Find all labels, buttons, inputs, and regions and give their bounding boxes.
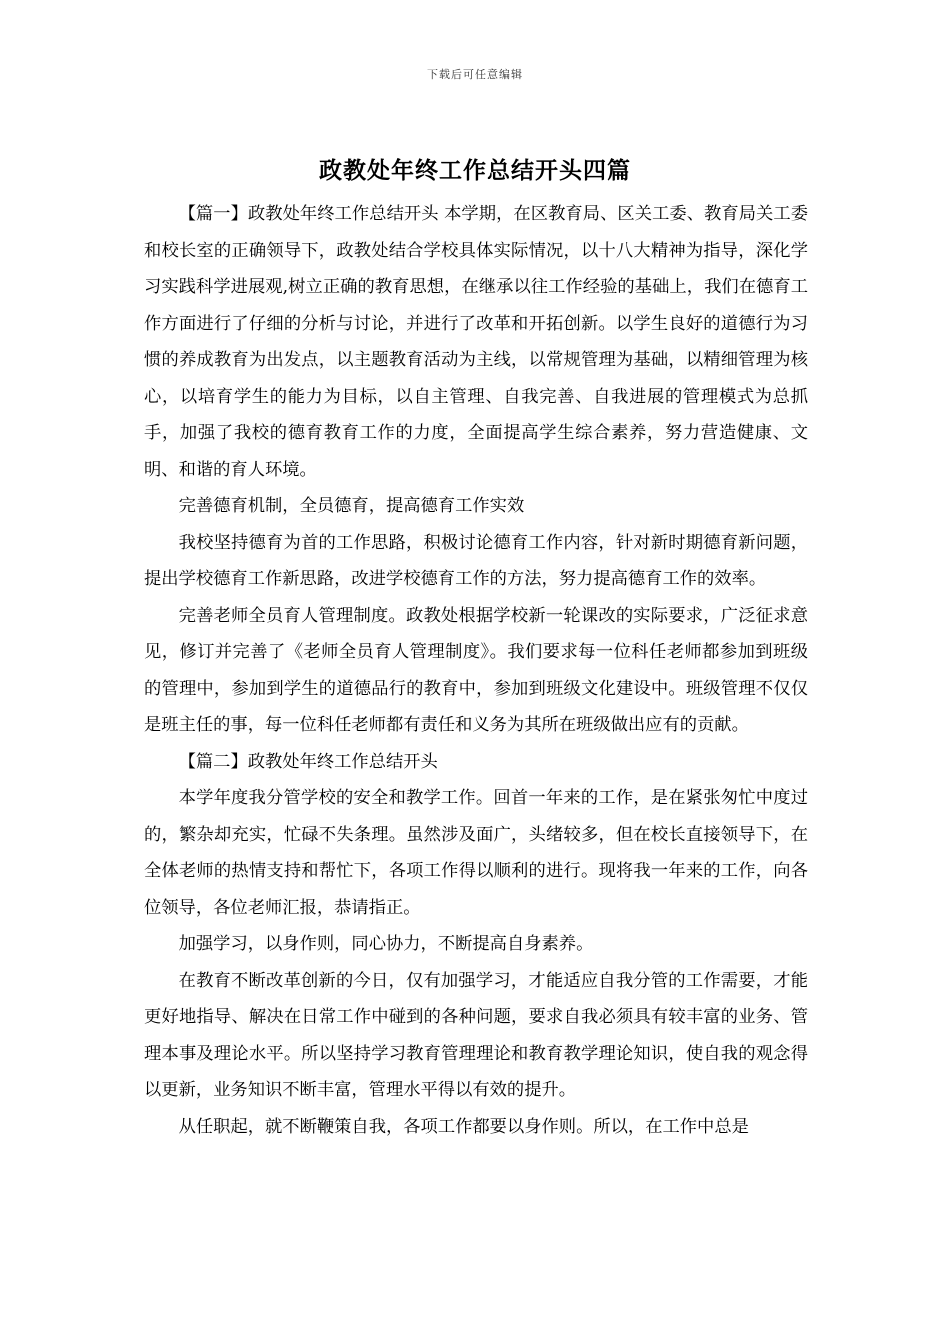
paragraph-5: 【篇二】政教处年终工作总结开头 — [178, 751, 438, 772]
paragraph-1: 【篇一】政教处年终工作总结开头 本学期，在区教育局、区关工委、教育局关工委和校长室的正确领导下，政教处结合学校具体实际情况，以十八大精神为指导，深化学习实践科学进展观,树立正确的教育思想，在继承以往工作经验的基础上，我们在德育工作方面进行了仔细的分析与讨论，并进行了改革和开拓创新。以学生良好的道德行为习惯的养成教育为出发点，以主题教育活动为主线，以常规管理为基础，以精细管理为核心，以培育学生的能力为目标，以自主管理、自我完善、自我进展的管理模式为总抓手，加强了我校的德育教育工作的力度，全面提高学生综合素养，努力营造健康、文明、和谐的育人环境。 — [144, 204, 808, 480]
page-header-note: 下载后可任意编辑 — [427, 68, 523, 81]
document-body — [144, 196, 808, 1145]
paragraph-4: 完善老师全员育人管理制度。政教处根据学校新一轮课改的实际要求，广泛征求意见，修订并完善了《老师全员育人管理制度》。我们要求每一位科任老师都参加到班级的管理中，参加到学生的道德品行的教育中，参加到班级文化建设中。班级管理不仅仅是班主任的事，每一位科任老师都有责任和义务为其所在班级做出应有的贡献。 — [144, 605, 808, 735]
paragraph-3: 我校坚持德育为首的工作思路，积极讨论德育工作内容，针对新时期德育新问题，提出学校德育工作新思路，改进学校德育工作的方法，努力提高德育工作的效率。 — [144, 532, 808, 589]
paragraph-2: 完善德育机制，全员德育，提高德育工作实效 — [178, 496, 525, 516]
paragraph-8: 在教育不断改革创新的今日，仅有加强学习，才能适应自我分管的工作需要，才能更好地指导、解决在日常工作中碰到的各种问题，要求自我必须具有较丰富的业务、管理本事及理论水平。所以坚持学习教育管理理论和教育教学理论知识，使自我的观念得以更新，业务知识不断丰富，管理水平得以有效的提升。 — [144, 970, 808, 1100]
paragraph-9: 从任职起，就不断鞭策自我，各项工作都要以身作则。所以，在工作中总是 — [178, 1116, 749, 1137]
document-title: 政教处年终工作总结开头四篇 — [319, 157, 631, 184]
paragraph-7: 加强学习，以身作则，同心协力，不断提高自身素养。 — [178, 934, 594, 954]
paragraph-6: 本学年度我分管学校的安全和教学工作。回首一年来的工作，是在紧张匆忙中度过的，繁杂却充实，忙碌不失条理。虽然涉及面广，头绪较多，但在校长直接领导下，在全体老师的热情支持和帮忙下，各项工作得以顺利的进行。现将我一年来的工作，向各位领导，各位老师汇报，恭请指正。 — [144, 788, 808, 918]
